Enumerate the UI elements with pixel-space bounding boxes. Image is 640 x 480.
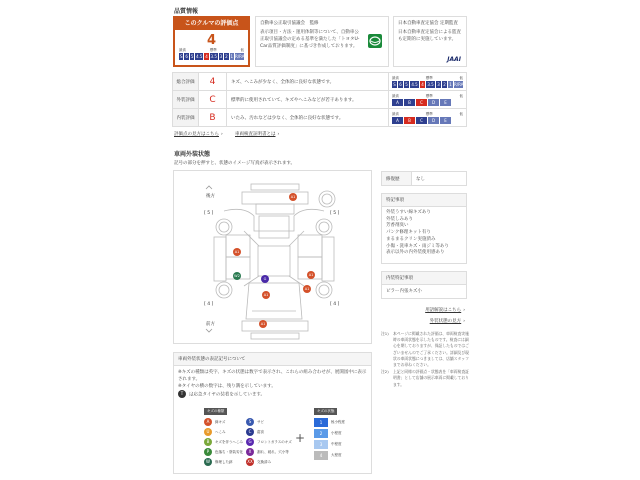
org2-title: 日本自動車査定協会 定期監査 bbox=[398, 21, 458, 26]
damage-type-item: S サビ bbox=[246, 417, 311, 427]
chevron-right-icon: › bbox=[221, 132, 223, 137]
fair-trade-logo-icon bbox=[368, 34, 382, 48]
interior-notes-list bbox=[382, 285, 466, 298]
scale-step: E bbox=[440, 99, 451, 106]
scale-step: B bbox=[404, 117, 415, 124]
damage-level-icon: 2 bbox=[314, 429, 328, 438]
exterior-section-title: 車両外装状態 bbox=[174, 151, 211, 158]
scale-step: S bbox=[393, 81, 396, 87]
rear-label: 後方 bbox=[206, 194, 215, 199]
org2-body: 日本自動車査定協会による監査も定期的に実施しています。 bbox=[398, 30, 461, 42]
inspection-cert-link[interactable]: 車両検査証明書とは › bbox=[235, 132, 280, 137]
scale-step: E bbox=[440, 117, 451, 124]
damage-type-icon: G bbox=[246, 438, 254, 446]
fair-trade-council-card bbox=[255, 16, 389, 67]
damage-level-icon: 4 bbox=[314, 451, 328, 460]
damage-types-tag: キズの種類 bbox=[204, 408, 227, 415]
evaluation-label: 総合評価 bbox=[173, 73, 199, 91]
overall-score-card bbox=[173, 16, 250, 67]
damage-level-icon: 3 bbox=[314, 440, 328, 449]
scale-step: 6 bbox=[185, 54, 188, 59]
scale-step: 4 bbox=[421, 81, 424, 87]
scale-step: 3 bbox=[437, 81, 440, 87]
scale-step: R/RA bbox=[454, 81, 464, 87]
scale-label-low: 低 bbox=[240, 48, 244, 52]
damage-type-icon: X bbox=[246, 448, 254, 456]
damage-marker[interactable]: A1 bbox=[263, 293, 269, 297]
evaluation-scale-cell: 最高 標準 低 A B C D E bbox=[389, 109, 467, 127]
evaluation-grade: 4 bbox=[199, 73, 227, 91]
evaluation-grade: B bbox=[199, 109, 227, 127]
legend-line-2: ※タイヤの横の数字は、残り溝を示しています。 bbox=[178, 384, 276, 389]
scale-step: 5 bbox=[190, 54, 194, 59]
damage-type-item: X 割れ、破れ、穴小等 bbox=[246, 447, 311, 457]
damage-level-item: 2 小程度 bbox=[314, 428, 345, 439]
scale-step: C bbox=[416, 99, 427, 106]
chevron-right-icon: › bbox=[463, 308, 465, 313]
scale-step: 3 bbox=[219, 54, 223, 59]
front-label: 前方 bbox=[206, 322, 215, 327]
damage-type-item: B キズを伴うへこみ bbox=[204, 437, 269, 447]
damage-type-item: P 色落ち・塗装劣化 bbox=[204, 447, 269, 457]
special-note-item: 外装しみあり bbox=[386, 216, 413, 222]
damage-type-icon: XX bbox=[247, 459, 253, 464]
repair-history-box bbox=[381, 171, 467, 186]
evaluation-scale-cell: 最高 標準 低 S 6 5 4.5 4 3.5 3 2 1 R/RA bbox=[389, 73, 467, 91]
scale-step: 2 bbox=[443, 81, 446, 87]
scale-step: A bbox=[392, 117, 403, 124]
jaai-logo: JAAI bbox=[447, 56, 461, 63]
scale-step: A bbox=[392, 99, 403, 106]
scale-step: B bbox=[404, 99, 415, 106]
damage-type-item: A 線キズ bbox=[204, 417, 269, 427]
scale-step: 5 bbox=[405, 81, 408, 87]
spare-tire-icon: T bbox=[178, 390, 186, 398]
special-notes-list bbox=[382, 207, 466, 260]
tire-depth-rear-left: [ 5 ] bbox=[204, 211, 214, 216]
chevron-right-icon: › bbox=[277, 132, 280, 137]
evaluation-desc: キズ、へこみが少なく、全体的に良好な状態です。 bbox=[227, 73, 389, 91]
damage-level-item: 4 大程度 bbox=[314, 450, 345, 461]
repair-history-value: なし bbox=[416, 177, 425, 182]
damage-marker[interactable]: A1 bbox=[260, 322, 266, 326]
damage-marker[interactable]: A1 bbox=[234, 250, 240, 254]
damage-type-item: W 修理した跡 bbox=[204, 457, 269, 467]
evaluation-desc: いたみ、汚れなどは少なく、全体的に良好な状態です。 bbox=[227, 109, 389, 127]
scale-step: 3.5 bbox=[210, 54, 217, 59]
car-outline bbox=[174, 171, 373, 345]
tire-depth-rear-right: [ 5 ] bbox=[330, 211, 340, 216]
scale-step: 3.5 bbox=[427, 81, 434, 87]
damage-levels-tag: キズの状態 bbox=[314, 408, 337, 415]
damage-type-item: G フロントガラスのキズ bbox=[246, 437, 311, 447]
footnote: 注2) 上記と同様の評価点・状態表を「車両検査証明書」として店舗の展示車両に掲載しております。 bbox=[381, 369, 469, 387]
scale-step: D bbox=[428, 117, 439, 124]
damage-type-item: U へこみ bbox=[204, 427, 269, 437]
org1-body: 表示項目・方法・運用体制等について、自動車公正取引協議会の定める基準を満たした「トヨタU-Car品質評価制度」に基づき作成しております。 bbox=[260, 30, 360, 49]
scale-step: R/RA bbox=[235, 54, 245, 59]
score-scale bbox=[179, 53, 244, 60]
jaai-card bbox=[393, 16, 467, 67]
special-note-item: まるまるクリン実施済み bbox=[386, 236, 436, 242]
legend-line-3: T は応急タイヤの装着を示しています。 bbox=[178, 390, 367, 399]
tire-depth-front-left: [ 4 ] bbox=[204, 302, 214, 307]
interior-note-item: ピラー内張キズ小 bbox=[386, 289, 422, 294]
damage-level-icon: 1 bbox=[314, 418, 328, 427]
evaluation-row bbox=[173, 73, 467, 91]
scale-step: 2 bbox=[225, 54, 228, 59]
evaluation-label: 内装評価 bbox=[173, 109, 199, 127]
quality-section-title: 品質情報 bbox=[174, 8, 199, 15]
chevron-right-icon: › bbox=[463, 319, 465, 324]
damage-type-item: XX 交換済み bbox=[247, 459, 271, 464]
repair-history-label: 修復歴 bbox=[382, 172, 412, 185]
scale-step: 1 bbox=[230, 54, 234, 59]
special-note-item: 表示以外の内外装使用感あり bbox=[386, 250, 445, 256]
scale-step: 4.5 bbox=[196, 54, 203, 59]
score-card-header: このクルマの評価点 bbox=[175, 18, 248, 30]
scale-step: 4.5 bbox=[411, 81, 418, 87]
scale-step: C bbox=[416, 117, 427, 124]
scale-label-best: 最高 bbox=[179, 48, 186, 52]
damage-type-icon: W bbox=[204, 458, 212, 466]
evaluation-row bbox=[173, 109, 467, 127]
scale-step: 1 bbox=[449, 81, 452, 87]
special-notes-title: 特記事項 bbox=[382, 194, 466, 207]
damage-marker[interactable]: A1 bbox=[290, 195, 296, 199]
legend-line-1: ※キズの種類は英字、キズの状態は数字で表示され、これらの組み合わせが、展開図中に表示されます。 bbox=[178, 370, 367, 382]
damage-type-item: C 腐食 bbox=[246, 427, 311, 437]
evaluation-row bbox=[173, 91, 467, 109]
damage-type-icon: S bbox=[246, 418, 254, 426]
overall-score: 4 bbox=[206, 33, 217, 48]
terms-link[interactable]: 用語解説はこちら › bbox=[425, 308, 465, 313]
damage-levels bbox=[314, 417, 345, 461]
scale-step: S bbox=[179, 54, 183, 59]
damage-type-icon: A bbox=[204, 418, 212, 426]
damage-type-icon: C bbox=[246, 428, 254, 436]
evaluation-label: 外装評価 bbox=[173, 91, 199, 109]
evaluation-desc: 標準的に使用されていて、キズやへこみなどが若干あります。 bbox=[227, 91, 389, 109]
damage-marker[interactable]: W2 bbox=[234, 274, 240, 278]
evaluation-table bbox=[172, 72, 467, 127]
footnote: 注1) 本ページに掲載された評価は、車両検査実施時の車両状態を示したものです。検査には細心を期しておりますが、保証したものではございませんのでご了承ください。詳細及び現状の車両状態につきましては、店舗スタッフまでお尋ねください。 bbox=[381, 331, 469, 368]
damage-level-item: 1 極小程度 bbox=[314, 417, 345, 428]
org1-title: 自動車公正取引協議会 監修 bbox=[260, 21, 319, 26]
scale-step: 4 bbox=[205, 54, 208, 59]
score-guide-link[interactable]: 評価点の見方はこちら › bbox=[174, 132, 223, 137]
tire-depth-front-right: [ 4 ] bbox=[330, 302, 340, 307]
scale-label-standard: 標準 bbox=[209, 48, 217, 52]
damage-type-icon: P bbox=[204, 448, 212, 456]
interior-notes-box bbox=[381, 271, 467, 299]
legend-title: 車両外装状態の表記記号について bbox=[174, 353, 371, 366]
special-note-item: パンク修理キット有り bbox=[386, 230, 431, 236]
damage-marker[interactable]: A1 bbox=[308, 273, 314, 277]
damage-level-item: 3 中程度 bbox=[314, 439, 345, 450]
special-note-item: 芳香剤臭い bbox=[386, 223, 409, 229]
evaluation-grade: C bbox=[199, 91, 227, 109]
special-notes-box bbox=[381, 193, 467, 264]
damage-type-icon: U bbox=[204, 428, 212, 436]
scale-step: D bbox=[428, 99, 439, 106]
car-diagram bbox=[173, 170, 372, 344]
plus-icon: + bbox=[295, 431, 306, 445]
damage-type-icon: B bbox=[204, 438, 212, 446]
footnotes bbox=[381, 331, 469, 389]
exterior-guide-link[interactable]: 外装状態の見方 › bbox=[429, 319, 465, 324]
special-note-item: 外装うすい線キズあり bbox=[386, 210, 431, 215]
evaluation-scale-cell: 最高 標準 低 A B C D E bbox=[389, 91, 467, 109]
scale-step: 6 bbox=[399, 81, 402, 87]
damage-marker[interactable]: G bbox=[261, 275, 269, 283]
interior-notes-title: 内装特記事項 bbox=[382, 272, 466, 285]
special-note-item: 小傷・洗車キズ・雨ジミ等あり bbox=[386, 243, 449, 249]
legend-box bbox=[173, 352, 372, 474]
exterior-subtitle: 記号の部分を押すと、状態のイメージ写真が表示されます。 bbox=[174, 161, 296, 166]
damage-marker[interactable]: A1 bbox=[304, 287, 310, 291]
